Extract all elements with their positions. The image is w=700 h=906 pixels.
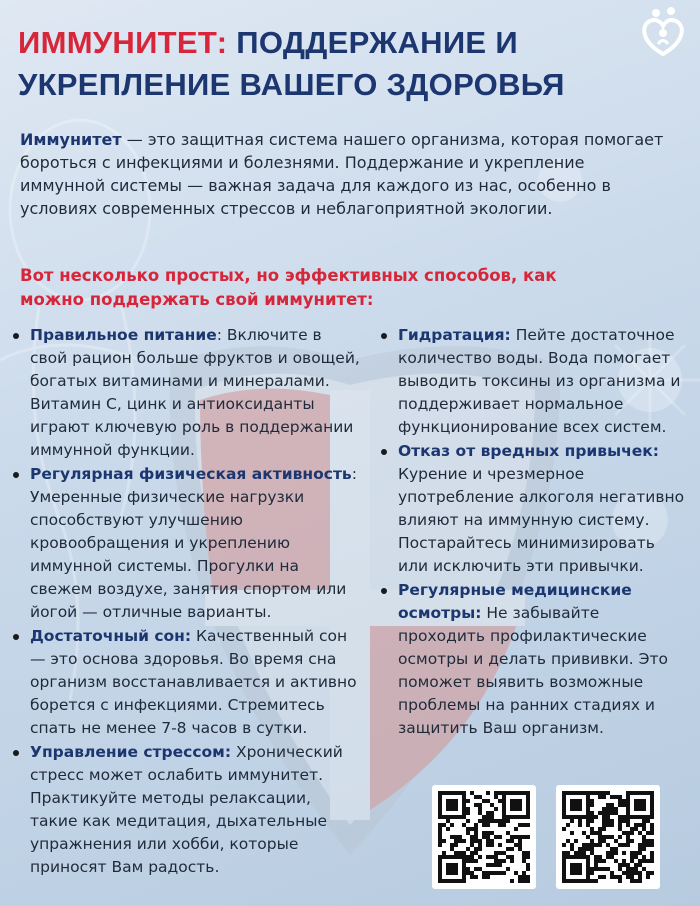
family-heart-logo-icon	[632, 4, 694, 66]
list-item	[12, 463, 362, 624]
intro-term: Иммунитет	[20, 130, 122, 149]
list-item	[12, 741, 362, 879]
qr-code-graphic	[432, 785, 536, 889]
list-item	[12, 324, 362, 462]
qr-code-icon[interactable]	[432, 785, 536, 889]
list-item	[380, 579, 685, 740]
tip-heading: Гидратация:	[398, 326, 511, 344]
page-title	[18, 22, 618, 106]
tip-heading: Регулярная физическая активность	[30, 465, 352, 483]
tip-text: Курение и чрезмерное употребление алкоголя негативно влияют на иммунную систему. Постарайтесь минимизировать или исключить эти привычки.	[398, 465, 685, 575]
intro-text: — это защитная система нашего организма, которая помогает бороться с инфекциями и болезнями. Поддержание и укрепление иммунной системы — важная задача для каждого из нас, особенно в условиях современных стрессов и неблагоприятной экологии.	[20, 130, 664, 218]
tip-heading: Управление стрессом:	[30, 743, 232, 761]
intro-paragraph	[20, 128, 670, 220]
tip-text: Хронический стресс может ослабить иммунитет. Практикуйте методы релаксации, такие как медитация, дыхательные упражнения или хобби, которые приносят Вам радость.	[30, 743, 343, 876]
tip-heading: Отказ от вредных привычек:	[398, 442, 659, 460]
title-highlight: ИММУНИТЕТ:	[18, 25, 228, 60]
list-item	[380, 440, 685, 578]
tip-heading: Достаточный сон:	[30, 627, 192, 645]
tip-text: Качественный сон — это основа здоровья. Во время сна организм восстанавливается и активно борется с инфекциями. Стремитесь спать не менее 7-8 часов в сутки.	[30, 627, 357, 737]
tip-text: Не забывайте проходить профилактические осмотры и делать прививки. Это поможет выявить возможные проблемы на ранних стадиях и защитить Ваш организм.	[398, 604, 668, 737]
tips-list-right	[380, 324, 685, 741]
list-item	[12, 625, 362, 740]
list-item	[380, 324, 685, 439]
qr-code-icon[interactable]	[556, 785, 660, 889]
tips-lead: Вот несколько простых, но эффективных способов, как можно поддержать свой иммунитет:	[20, 266, 557, 309]
tip-text: Пейте достаточное количество воды. Вода помогает выводить токсины из организма и поддерживает нормальное функционирование всех систем.	[398, 326, 681, 436]
tips-list-left	[12, 324, 362, 880]
tip-heading: Правильное питание	[30, 326, 217, 344]
tip-text: : Умеренные физические нагрузки способствуют улучшению кровообращения и укреплению иммунной системы. Прогулки на свежем воздухе, занятия спортом или йогой — отличные варианты.	[30, 465, 357, 621]
tip-heading: Регулярные медицинские осмотры:	[398, 581, 632, 622]
qr-code-graphic	[556, 785, 660, 889]
title-rest: ПОДДЕРЖАНИЕ И УКРЕПЛЕНИЕ ВАШЕГО ЗДОРОВЬЯ	[18, 25, 565, 102]
tip-text: : Включите в свой рацион больше фруктов и овощей, богатых витаминами и минералами. Витамин С, цинк и антиоксиданты играют ключевую роль в поддержании иммунной функции.	[30, 326, 360, 459]
